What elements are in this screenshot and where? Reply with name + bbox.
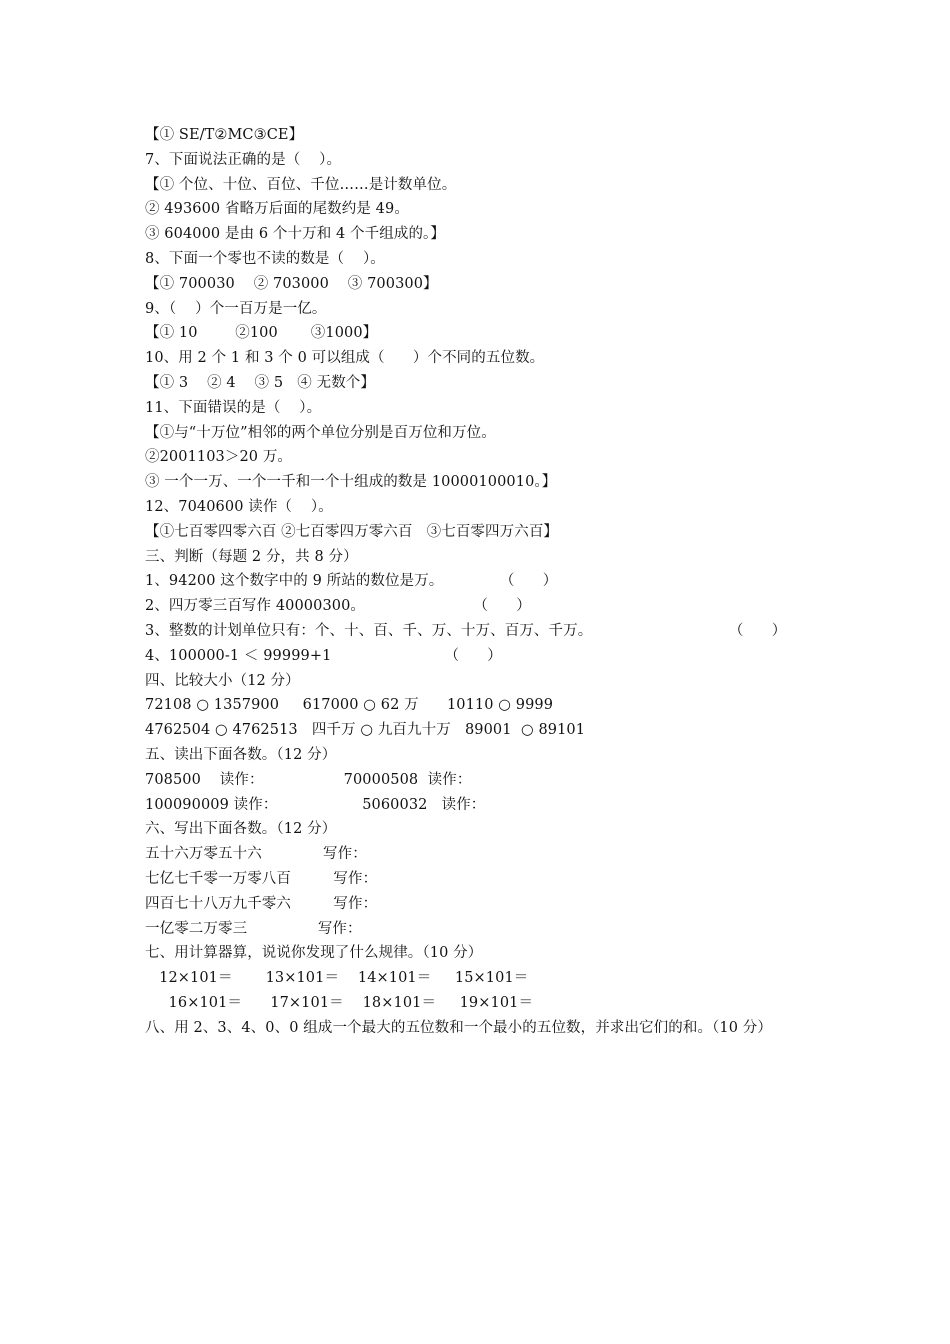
text-line: ③ 604000 是由 6 个十万和 4 个千组成的。】 (145, 226, 446, 243)
text-line: 六、写出下面各数。（12 分） (145, 821, 337, 838)
text-line: 8、下面一个零也不读的数是（ ）。 (145, 250, 385, 267)
text-line: 五、读出下面各数。（12 分） (145, 746, 337, 763)
text-line: 3、整数的计划单位只有：个、十、百、千、万、十万、百万、千万。 （ ） (145, 622, 787, 639)
text-line: 12×101＝ 13×101＝ 14×101＝ 15×101＝ (145, 970, 529, 987)
worksheet-body (145, 123, 845, 1040)
text-line: 五十六万零五十六 写作： (145, 846, 367, 863)
text-line: 【① 700030 ② 703000 ③ 700300】 (145, 275, 438, 292)
text-line: 八、用 2、3、4、0、0 组成一个最大的五位数和一个最小的五位数，并求出它们的和。（10 分） (145, 1019, 772, 1036)
text-line: 【① 个位、十位、百位、千位……是计数单位。 (145, 176, 457, 193)
text-line: 七亿七千零一万零八百 写作： (145, 870, 378, 887)
text-line: 1、94200 这个数字中的 9 所站的数位是万。 （ ） (145, 573, 558, 590)
text-line: 7、下面说法正确的是（ ）。 (145, 151, 342, 168)
text-line: 10、用 2 个 1 和 3 个 0 可以组成（ ）个不同的五位数。 (145, 350, 545, 367)
text-line: 四、比较大小（12 分） (145, 672, 300, 689)
text-line: 四百七十八万九千零六 写作： (145, 895, 378, 912)
text-line: 16×101＝ 17×101＝ 18×101＝ 19×101＝ (145, 994, 534, 1011)
text-line: ③ 一个一万、一个一千和一个十组成的数是 10000100010。】 (145, 474, 557, 491)
text-line: ② 493600 省略万后面的尾数约是 49。 (145, 201, 409, 218)
text-line: 三、判断（每题 2 分，共 8 分） (145, 548, 358, 565)
text-line: 【① 10 ②100 ③1000】 (145, 325, 378, 342)
text-line: ②2001103＞20 万。 (145, 449, 293, 466)
text-line: 9、（ ）个一百万是一亿。 (145, 300, 327, 317)
text-line: 七、用计算器算，说说你发现了什么规律。（10 分） (145, 945, 483, 962)
text-line: 11、下面错误的是（ ）。 (145, 399, 322, 416)
text-line: 100090009 读作： 5060032 读作： (145, 796, 486, 813)
text-line: 2、四万零三百写作 40000300。 （ ） (145, 598, 531, 615)
text-line: 【① 3 ② 4 ③ 5 ④ 无数个】 (145, 374, 376, 391)
text-line: 【①与“十万位”相邻的两个单位分别是百万位和万位。 (145, 424, 496, 441)
text-line: 4、100000-1 ＜ 99999+1 （ ） (145, 647, 502, 664)
text-line: 一亿零二万零三 写作： (145, 920, 362, 937)
text-line: 708500 读作： 70000508 读作： (145, 771, 472, 788)
text-line: 4762504 ○ 4762513 四千万 ○ 九百九十万 89001 ○ 89101 (145, 722, 586, 739)
text-line: 【①七百零四零六百 ②七百零四万零六百 ③七百零四万六百】 (145, 523, 559, 540)
text-line: 72108 ○ 1357900 617000 ○ 62 万 10110 ○ 9999 (145, 697, 554, 714)
text-line: 【① SE/T②MC③CE】 (145, 127, 304, 143)
text-line: 12、7040600 读作（ ）。 (145, 498, 333, 515)
